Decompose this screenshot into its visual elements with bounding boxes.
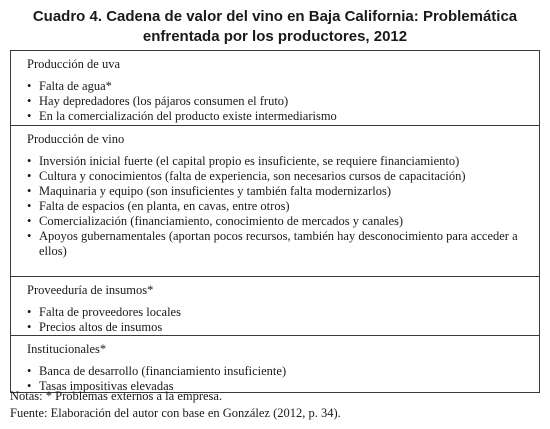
list-item (27, 199, 531, 214)
list-item (27, 364, 531, 379)
section-institucionales (11, 335, 539, 392)
list-item-text: Hay depredadores (los pájaros consumen el fruto) (39, 94, 289, 108)
bullet-icon: • (27, 199, 32, 213)
bullet-icon: • (27, 229, 32, 243)
section-produccion-uva (11, 51, 539, 125)
list-item-text: Precios altos de insumos (39, 320, 163, 334)
section-heading: Institucionales* (27, 342, 107, 356)
table-title-line-1: Cuadro 4. Cadena de valor del vino en Baja California: Problemática (32, 8, 518, 25)
footnote: Notas: * Problemas externos a la empresa. (10, 389, 223, 403)
bullet-icon: • (27, 379, 32, 393)
source-note: Fuente: Elaboración del autor con base en González (2012, p. 34). (10, 406, 341, 420)
section-heading: Producción de vino (27, 132, 125, 146)
list-item-text: En la comercialización del producto existe intermediarismo (39, 109, 337, 123)
list-item-text: Banca de desarrollo (financiamiento insuficiente) (39, 364, 287, 378)
list-item (27, 79, 531, 94)
item-list (27, 154, 531, 259)
section-heading: Producción de uva (27, 57, 121, 71)
bullet-icon: • (27, 305, 32, 319)
list-item-text: Apoyos gubernamentales (aportan pocos recursos, también hay desconocimiento para acceder a ellos) (39, 229, 518, 258)
bullet-icon: • (27, 214, 32, 228)
list-item (27, 94, 531, 109)
list-item-text: Cultura y conocimientos (falta de experiencia, son necesarios cursos de capacitación) (39, 169, 466, 183)
list-item (27, 229, 531, 259)
list-item (27, 154, 531, 169)
bullet-icon: • (27, 169, 32, 183)
item-list (27, 79, 531, 124)
list-item (27, 214, 531, 229)
item-list (27, 305, 531, 335)
list-item (27, 320, 531, 335)
section-heading: Proveeduría de insumos* (27, 283, 154, 297)
table-title-line-2: enfrentada por los productores, 2012 (142, 28, 408, 45)
list-item-text: Inversión inicial fuerte (el capital propio es insuficiente, se requiere financiamiento) (39, 154, 460, 168)
table-notes (10, 388, 540, 422)
section-produccion-vino (11, 125, 539, 276)
bullet-icon: • (27, 154, 32, 168)
bullet-icon: • (27, 94, 32, 108)
problems-table (10, 50, 540, 393)
list-item-text: Tasas impositivas elevadas (39, 379, 174, 393)
table-title (10, 7, 540, 47)
bullet-icon: • (27, 109, 32, 123)
list-item-text: Comercialización (financiamiento, conocimiento de mercados y canales) (39, 214, 404, 228)
list-item-text: Falta de espacios (en planta, en cavas, entre otros) (39, 199, 290, 213)
list-item (27, 305, 531, 320)
bullet-icon: • (27, 184, 32, 198)
list-item (27, 184, 531, 199)
list-item-text: Falta de proveedores locales (39, 305, 181, 319)
bullet-icon: • (27, 79, 32, 93)
list-item (27, 109, 531, 124)
bullet-icon: • (27, 320, 32, 334)
list-item-text: Falta de agua* (39, 79, 112, 93)
list-item (27, 169, 531, 184)
list-item-text: Maquinaria y equipo (son insuficientes y también falta modernizarlos) (39, 184, 391, 198)
bullet-icon: • (27, 364, 32, 378)
section-proveeduria-insumos (11, 276, 539, 335)
